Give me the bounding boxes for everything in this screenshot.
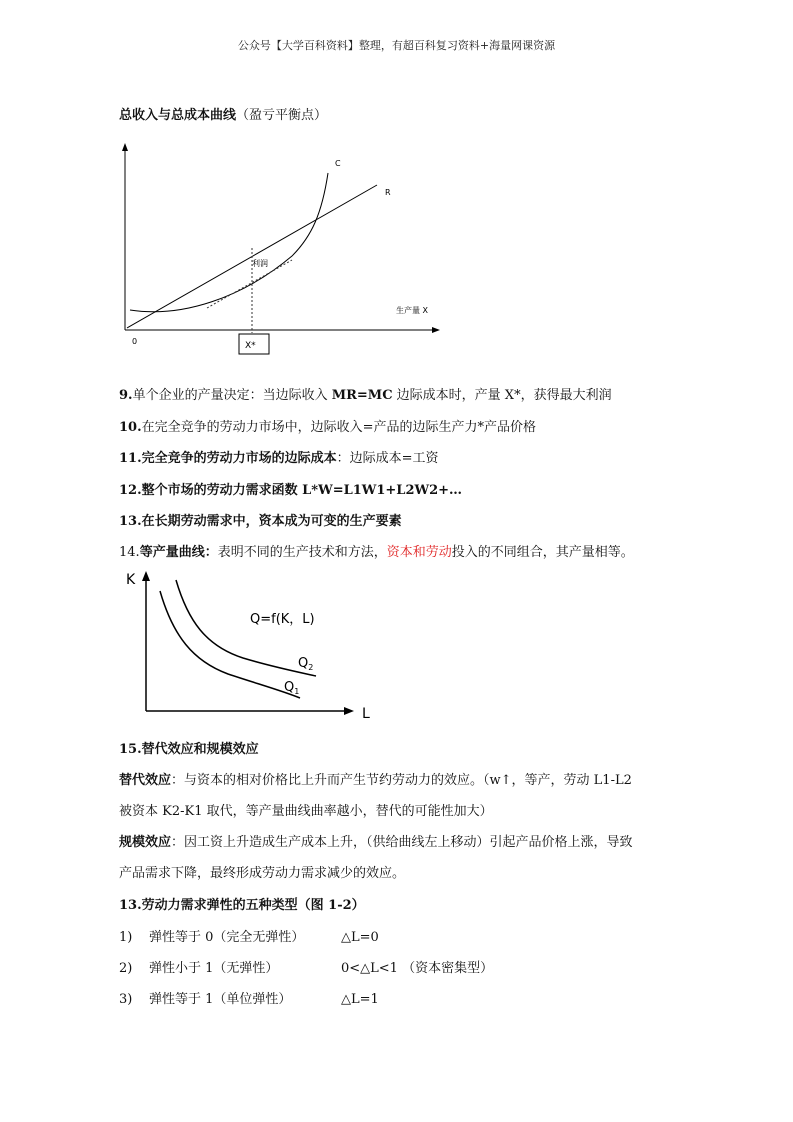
cost-label: C [335,159,341,168]
revenue-label: R [385,188,391,197]
substitution-effect-text: ：与资本的相对价格比上升而产生节约劳动力的效应。（w↑，等产，劳动 L1-L2 [171,773,632,788]
para-14-text1: 等产量曲线： [139,545,218,560]
list-item-label: 弹性等于 1（单位弹性） [149,992,292,1007]
q2-label-sub: 2 [308,663,314,672]
list-item-num: 2) [119,961,133,976]
para-14-text2: 表明不同的生产技术和方法， [217,545,387,560]
xstar-label: X* [245,341,256,351]
q1-label-sub: 1 [294,687,300,696]
para-12-text: 整个市场的劳动力需求函数 L*W=L1W1+L2W2+… [141,483,463,498]
para-14-num: 14. [119,545,140,560]
para-13a [119,510,402,529]
list-item [119,926,379,945]
scale-effect-line1 [119,831,633,850]
para-9-text3: 边际成本时，产量 X*，获得最大利润 [392,388,612,403]
list-item-label: 弹性小于 1（无弹性） [149,961,279,976]
para-13a-text: 在长期劳动需求中，资本成为可变的生产要素 [141,514,402,529]
q1-label-main: Q [284,680,295,695]
list-item-value: △L=1 [341,992,379,1007]
isoquant-chart [118,566,384,726]
substitution-effect-term: 替代效应 [119,773,172,788]
l-axis-arrow [344,707,354,715]
para-11 [119,447,439,466]
para-15-num: 15. [119,742,142,757]
para-9-text1: 单个企业的产量决定：当边际收入 [132,388,332,403]
para-14-text3: 资本和劳动 [386,545,452,560]
figure-title [119,104,327,123]
list-item [119,988,379,1007]
scale-effect-term: 规模效应 [119,835,172,850]
para-9-num: 9. [119,388,133,403]
para-14 [119,541,634,560]
k-axis-label: K [126,572,136,588]
k-axis-arrow [142,571,150,581]
page-header: 公众号【大学百科资料】整理，有超百科复习资料+海量网课资源 [237,39,556,52]
para-11-num: 11. [119,451,142,466]
para-12 [119,479,462,498]
para-11-text1: 完全竞争的劳动力市场的边际成本 [141,451,337,466]
substitution-effect-line2: 被资本 K2-K1 取代，等产量曲线曲率越小，替代的可能性加大） [119,804,493,819]
isoquant-q2 [176,580,316,676]
l-axis-label: L [362,706,370,722]
x-axis-label: 生产量 X [396,306,429,315]
profit-label: 利润 [252,259,268,268]
substitution-effect-line1 [119,769,632,788]
para-10 [119,416,536,435]
para-12-num: 12. [119,483,142,498]
para-10-num: 10. [119,420,142,435]
x-axis-arrow [432,327,440,333]
para-15-text: 替代效应和规模效应 [141,742,259,757]
para-11-text2: ：边际成本=工资 [336,451,439,466]
isoquant-svg [118,566,384,726]
isoquant-q1 [160,591,300,698]
para-15 [119,738,259,757]
para-9 [119,384,612,403]
q2-label [298,656,313,672]
list-item-num: 1) [119,930,133,945]
revenue-cost-chart [112,138,452,360]
formula-label: Q=f(K，L) [250,612,315,627]
figure-title-rest: （盈亏平衡点） [236,108,328,123]
para-13b [119,894,365,913]
para-9-text2: MR=MC [331,388,393,403]
list-item-value: 0<△L<1 （资本密集型） [341,961,494,976]
figure-title-bold: 总收入与总成本曲线 [119,108,237,123]
para-10-text: 在完全竞争的劳动力市场中，边际收入=产品的边际生产力*产品价格 [141,420,537,435]
tangent-dashed-line [207,260,292,308]
list-item-num: 3) [119,992,133,1007]
origin-label: 0 [132,337,138,346]
para-13b-num: 13. [119,898,142,913]
q2-label-main: Q [298,656,309,671]
q1-label [284,680,299,696]
y-axis-arrow [122,143,128,151]
cost-curve [130,173,328,312]
list-item-label: 弹性等于 0（完全无弹性） [149,930,305,945]
list-item [119,957,493,976]
revenue-cost-svg [112,138,452,360]
scale-effect-text: ：因工资上升造成生产成本上升，（供给曲线左上移动）引起产品价格上涨，导致 [171,835,633,850]
para-13a-num: 13. [119,514,142,529]
list-item-value: △L=0 [341,930,379,945]
para-13b-text: 劳动力需求弹性的五种类型（图 1-2） [141,898,365,913]
para-14-text4: 投入的不同组合，其产量相等。 [451,545,634,560]
scale-effect-line2: 产品需求下降，最终形成劳动力需求减少的效应。 [119,866,406,881]
